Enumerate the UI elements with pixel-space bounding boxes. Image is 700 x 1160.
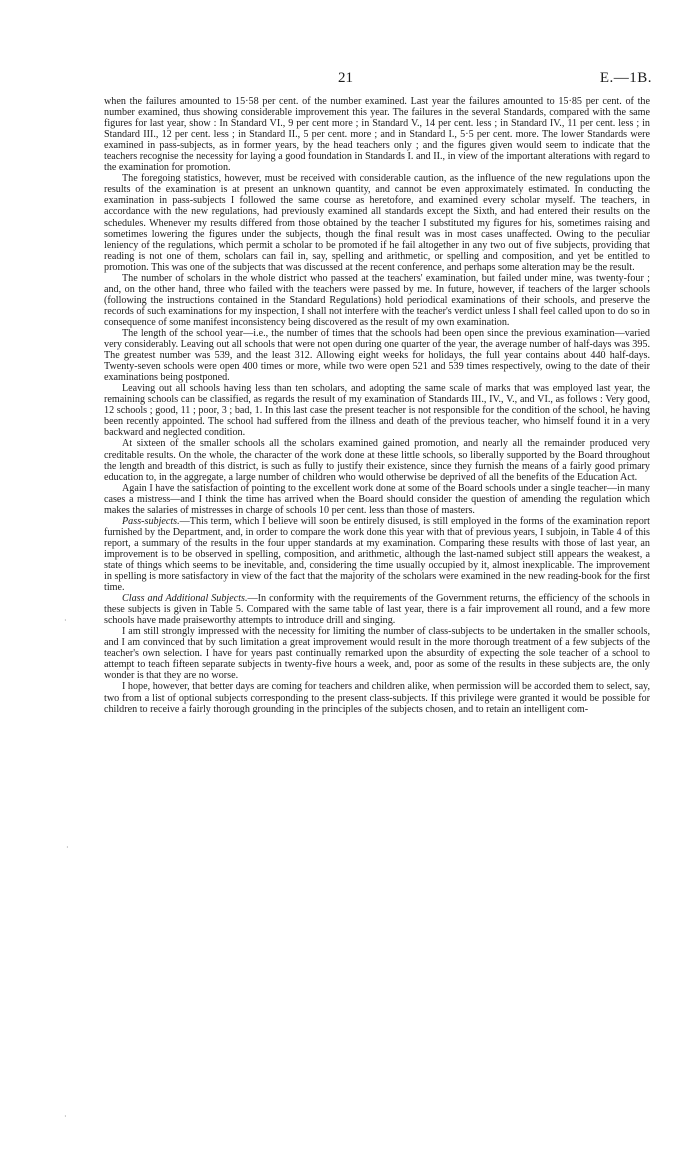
- paragraph-8: [104, 516, 650, 593]
- margin-speck: ·: [64, 616, 67, 625]
- paragraph-5: [104, 383, 650, 438]
- paragraph-2: [104, 173, 650, 272]
- page-header: [0, 70, 700, 92]
- paragraph-text: Again I have the satisfaction of pointing to the excellent work done at some of the Board schools under a single teacher—in many cases a mistress—and I think the time has arrived when the Board should consider the question of amending the regulation which makes the salaries of mistresses in charge of schools 10 per cent. less than those of masters.: [104, 482, 650, 516]
- paragraph-text: when the failures amounted to 15·58 per cent. of the number examined. Last year the failures amounted to 15·85 per cent. of the number examined, thus showing considerable improvement this year. The failures in the several Standards, compared with the same figures for last year, show : In Standard VI., 9 per cent more ; in Standard V., 14 per cent. less ; in Standard IV., 11 per cent. less ; in Standard III., 12 per cent. less ; in Standard II., 5 per cent. more ; and in Standard I., 5·5 per cent. more. The lower Standards were examined in pass-subjects, as in former years, by the head teachers only ; and the figures given would seem to indicate that the teachers recognise the necessity for laying a good foundation in Standards I. and II., in view of the important alterations with regard to the examination for promotion.: [104, 96, 650, 174]
- margin-speck: ·: [66, 843, 69, 852]
- paragraph-11: [104, 681, 650, 714]
- paragraph-text: At sixteen of the smaller schools all the scholars examined gained promotion, and nearly all the remainder produced very creditable results. On the whole, the character of the work done at these little schools, so liberally supported by the Board throughout the length and breadth of this district, is such as fully to justify their existence, since they furnish the means of a fairly good primary education to, in the aggregate, a large number of children who would otherwise be deprived of all the benefits of the Education Act.: [104, 438, 650, 483]
- paragraph-6: [104, 438, 650, 482]
- section-heading-class-subjects: Class and Additional Subjects.: [122, 593, 248, 605]
- paragraph-text: The number of scholars in the whole district who passed at the teachers' examination, but failed under mine, was twenty-four ; and, on the other hand, three who failed with the teachers were passed by me. In future, however, if teachers of the larger schools (following the instructions contained in the Standard Regulations) hold periodical examinations of their schools, and preserve the records of such examinations for my inspection, I shall not interfere with the teacher's verdict unless I shall feel called upon to do so in consequence of some manifest inconsistency being discovered as the result of my own examination.: [104, 272, 650, 328]
- paragraph-text: I hope, however, that better days are coming for teachers and children alike, when permission will be accorded them to select, say, two from a list of optional subjects corresponding to the present class-subjects. If this privilege were granted it would be possible for children to receive a fairly thorough grounding in the principles of the subjects chosen, and to retain an intelligent com-: [104, 681, 650, 715]
- paragraph-7: [104, 483, 650, 516]
- margin-speck: ·: [64, 1112, 67, 1121]
- section-heading-pass-subjects: Pass-subjects.: [122, 515, 180, 527]
- paragraph-text: Leaving out all schools having less than ten scholars, and adopting the same scale of marks that was employed last year, the remaining schools can be classified, as regards the result of my examination of Standards III., IV., V., and VI., as follows : Very good, 12 schools ; good, 11 ; poor, 3 ; bad, 1. In this last case the present teacher is not responsible for the condition of the school, he having been recently appointed. The school had suffered from the illness and death of the previous teacher, who himself found it in a very backward and neglected condition.: [104, 383, 650, 439]
- paragraph-1: [104, 96, 650, 173]
- report-body: [104, 96, 650, 715]
- document-reference: E.—1B.: [599, 70, 652, 86]
- paragraph-text: I am still strongly impressed with the necessity for limiting the number of class-subjects to be undertaken in the smaller schools, and I am convinced that by such limitation a great improvement would result in the more thorough treatment of a few subjects of the teacher's own selection. I have for years past continually remarked upon the absurdity of expecting the sole teacher of a school to attempt to teach fifteen separate subjects in twenty-five hours a week, and, poor as some of the results in these subjects are, the only wonder is that they are no worse.: [104, 626, 650, 682]
- page-number: 21: [338, 70, 353, 86]
- paragraph-10: [104, 626, 650, 681]
- paragraph-text: The length of the school year—i.e., the number of times that the schools had been open since the previous examination—varied very considerably. Leaving out all schools that were not open during one quarter of the year, the average number of half-days was 395. The greatest number was 539, and the least 312. Allowing eight weeks for holidays, the full year contains about 440 half-days. Twenty-seven schools were open 400 times or more, while two were open 521 and 539 times respectively, owing to the date of their examinations being postponed.: [104, 327, 650, 384]
- paragraph-4: [104, 328, 650, 383]
- paragraph-9: [104, 593, 650, 626]
- paragraph-3: [104, 273, 650, 328]
- paragraph-text: —This term, which I believe will soon be entirely disused, is still employed in the forms of the examination report furnished by the Department, and, in order to compare the work done this year with that of previous years, I subjoin, in Table 4 of this report, a summary of the results in the four upper standards at my examination. Comparing these results with those of last year, an improvement is to be observed in spelling, composition, and arithmetic, although the last-named subject still appears the weakest, a state of things which seems to be inevitable, and, considering the time usually occupied by it, almost inexplicable. The improvement in spelling is more satisfactory in view of the fact that the majority of the scholars were examined in the new reading-book for the first time.: [104, 515, 650, 594]
- paragraph-text: The foregoing statistics, however, must be received with considerable caution, as the influence of the new regulations upon the results of the examination is at present an unknown quantity, and cannot be even approximately estimated. In conducting the examination in pass-subjects I followed the same course as heretofore, and examined every scholar myself. The teachers, in accordance with the new regulations, had previously examined all standards except the Sixth, and had entered their results on the schedules. Whenever my results differed from those obtained by the teacher I substituted my figures for his, sometimes raising and sometimes lowering the figures under the subjects, though the final result was in most cases unaffected. Owing to the peculiar leniency of the regulations, which permit a scholar to be promoted if he fail altogether in any two out of five subjects, providing that reading is not one of them, scholars can fail in, say, spelling and arithmetic, or spelling and composition, and yet be entitled to promotion. This was one of the subjects that was discussed at the recent conference, and perhaps some alteration may be the result.: [104, 173, 650, 273]
- paragraph-text: —In conformity with the requirements of the Government returns, the efficiency of the schools in these subjects is given in Table 5. Compared with the same table of last year, there is a fair improvement all round, and a few more schools have made praiseworthy attempts to introduce drill and singing.: [104, 593, 650, 627]
